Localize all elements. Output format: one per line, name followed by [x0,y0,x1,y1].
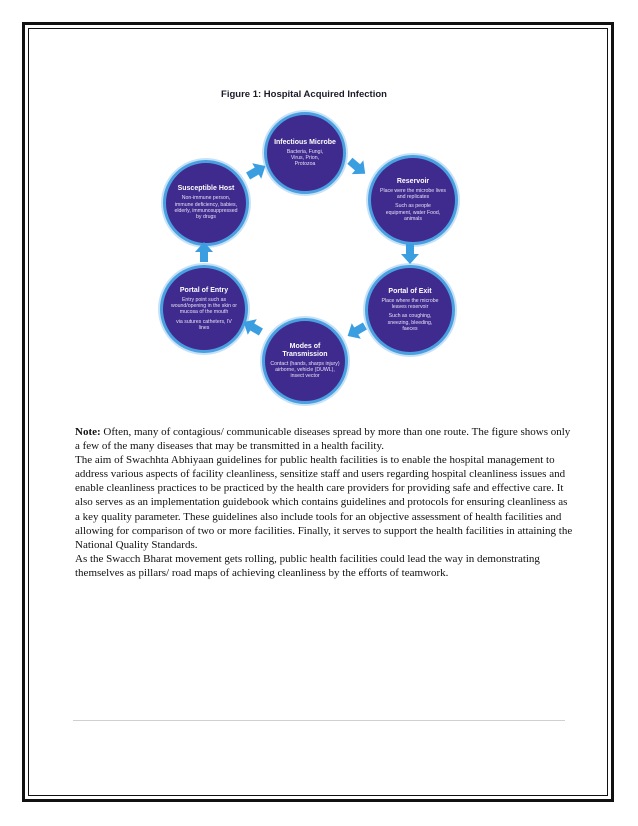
note-paragraph [75,425,575,453]
note-label: Note: [75,426,101,438]
node-modes-of-transmission [262,318,348,404]
node-desc: Bacteria, Fungi, Virus, Prion, Protozoa [286,148,324,168]
node-desc: Contact (hands, sharps injury) airborne, vehicle (DUWL), insect vector [270,360,340,380]
paragraph-aim: The aim of Swachhta Abhiyaan guidelines for public health facilities is to enable the hospital management to address various aspects of facility cleanliness, sensitize staff and users regarding hospital cleanliness issues and enable cleanliness practices to be practiced by the health care providers for providing safe and effective care. It also serves as an implementation guidebook which contains guidelines and protocols for ensuring cleanliness as a key quality parameter. These guidelines also include tools for an objective assessment of health facilities and allowing for comparison of two or more facilities. Finally, it serves to support the health facilities in attaining the National Quality Standards. [75,454,573,551]
node-title: Susceptible Host [177,185,235,193]
note-body: Often, many of contagious/ communicable diseases spread by more than one route. The figure shows only a few of the many diseases that may be transmitted in a health facility. [75,426,571,453]
node-title: Infectious Microbe [274,138,336,146]
node-desc: Place where the microbe leaves reservoir [381,297,439,311]
body-text [75,425,575,580]
paragraph-swacch-bharat: As the Swacch Bharat movement gets rolling, public health facilities could lead the way in demonstrating themselves as pillars/ road maps of achieving cleanliness by the efforts of teamwork. [75,552,540,579]
node-desc-2: Such as people equipment, water Food, animals [385,203,441,222]
node-reservoir [368,155,458,245]
node-susceptible-host [163,160,249,246]
node-title: Modes of Transmission [282,342,328,358]
node-portal-of-exit [365,265,455,355]
figure-title [0,89,638,100]
node-portal-of-entry [160,265,248,353]
node-title: Reservoir [396,177,430,185]
node-desc: Entry point such as wound/opening in the skin or mucosa of the mouth [170,296,238,316]
node-desc: Place were the microbe lives and replicates [379,187,447,201]
node-desc-2: Such as coughing, sneezing, bleeding, faeces [387,313,433,332]
node-desc-2: via sutures catheters, IV lines [176,318,232,331]
node-desc: Non-immune person, immune deficiency, babies, elderly, immunosuppressed by drugs [174,195,238,221]
figure-title-text: Figure 1: Hospital Acquired Infection [221,89,387,100]
footer-divider [73,720,565,721]
node-infectious-microbe [264,112,346,194]
node-title: Portal of Entry [179,286,229,294]
node-title: Portal of Exit [388,287,432,295]
